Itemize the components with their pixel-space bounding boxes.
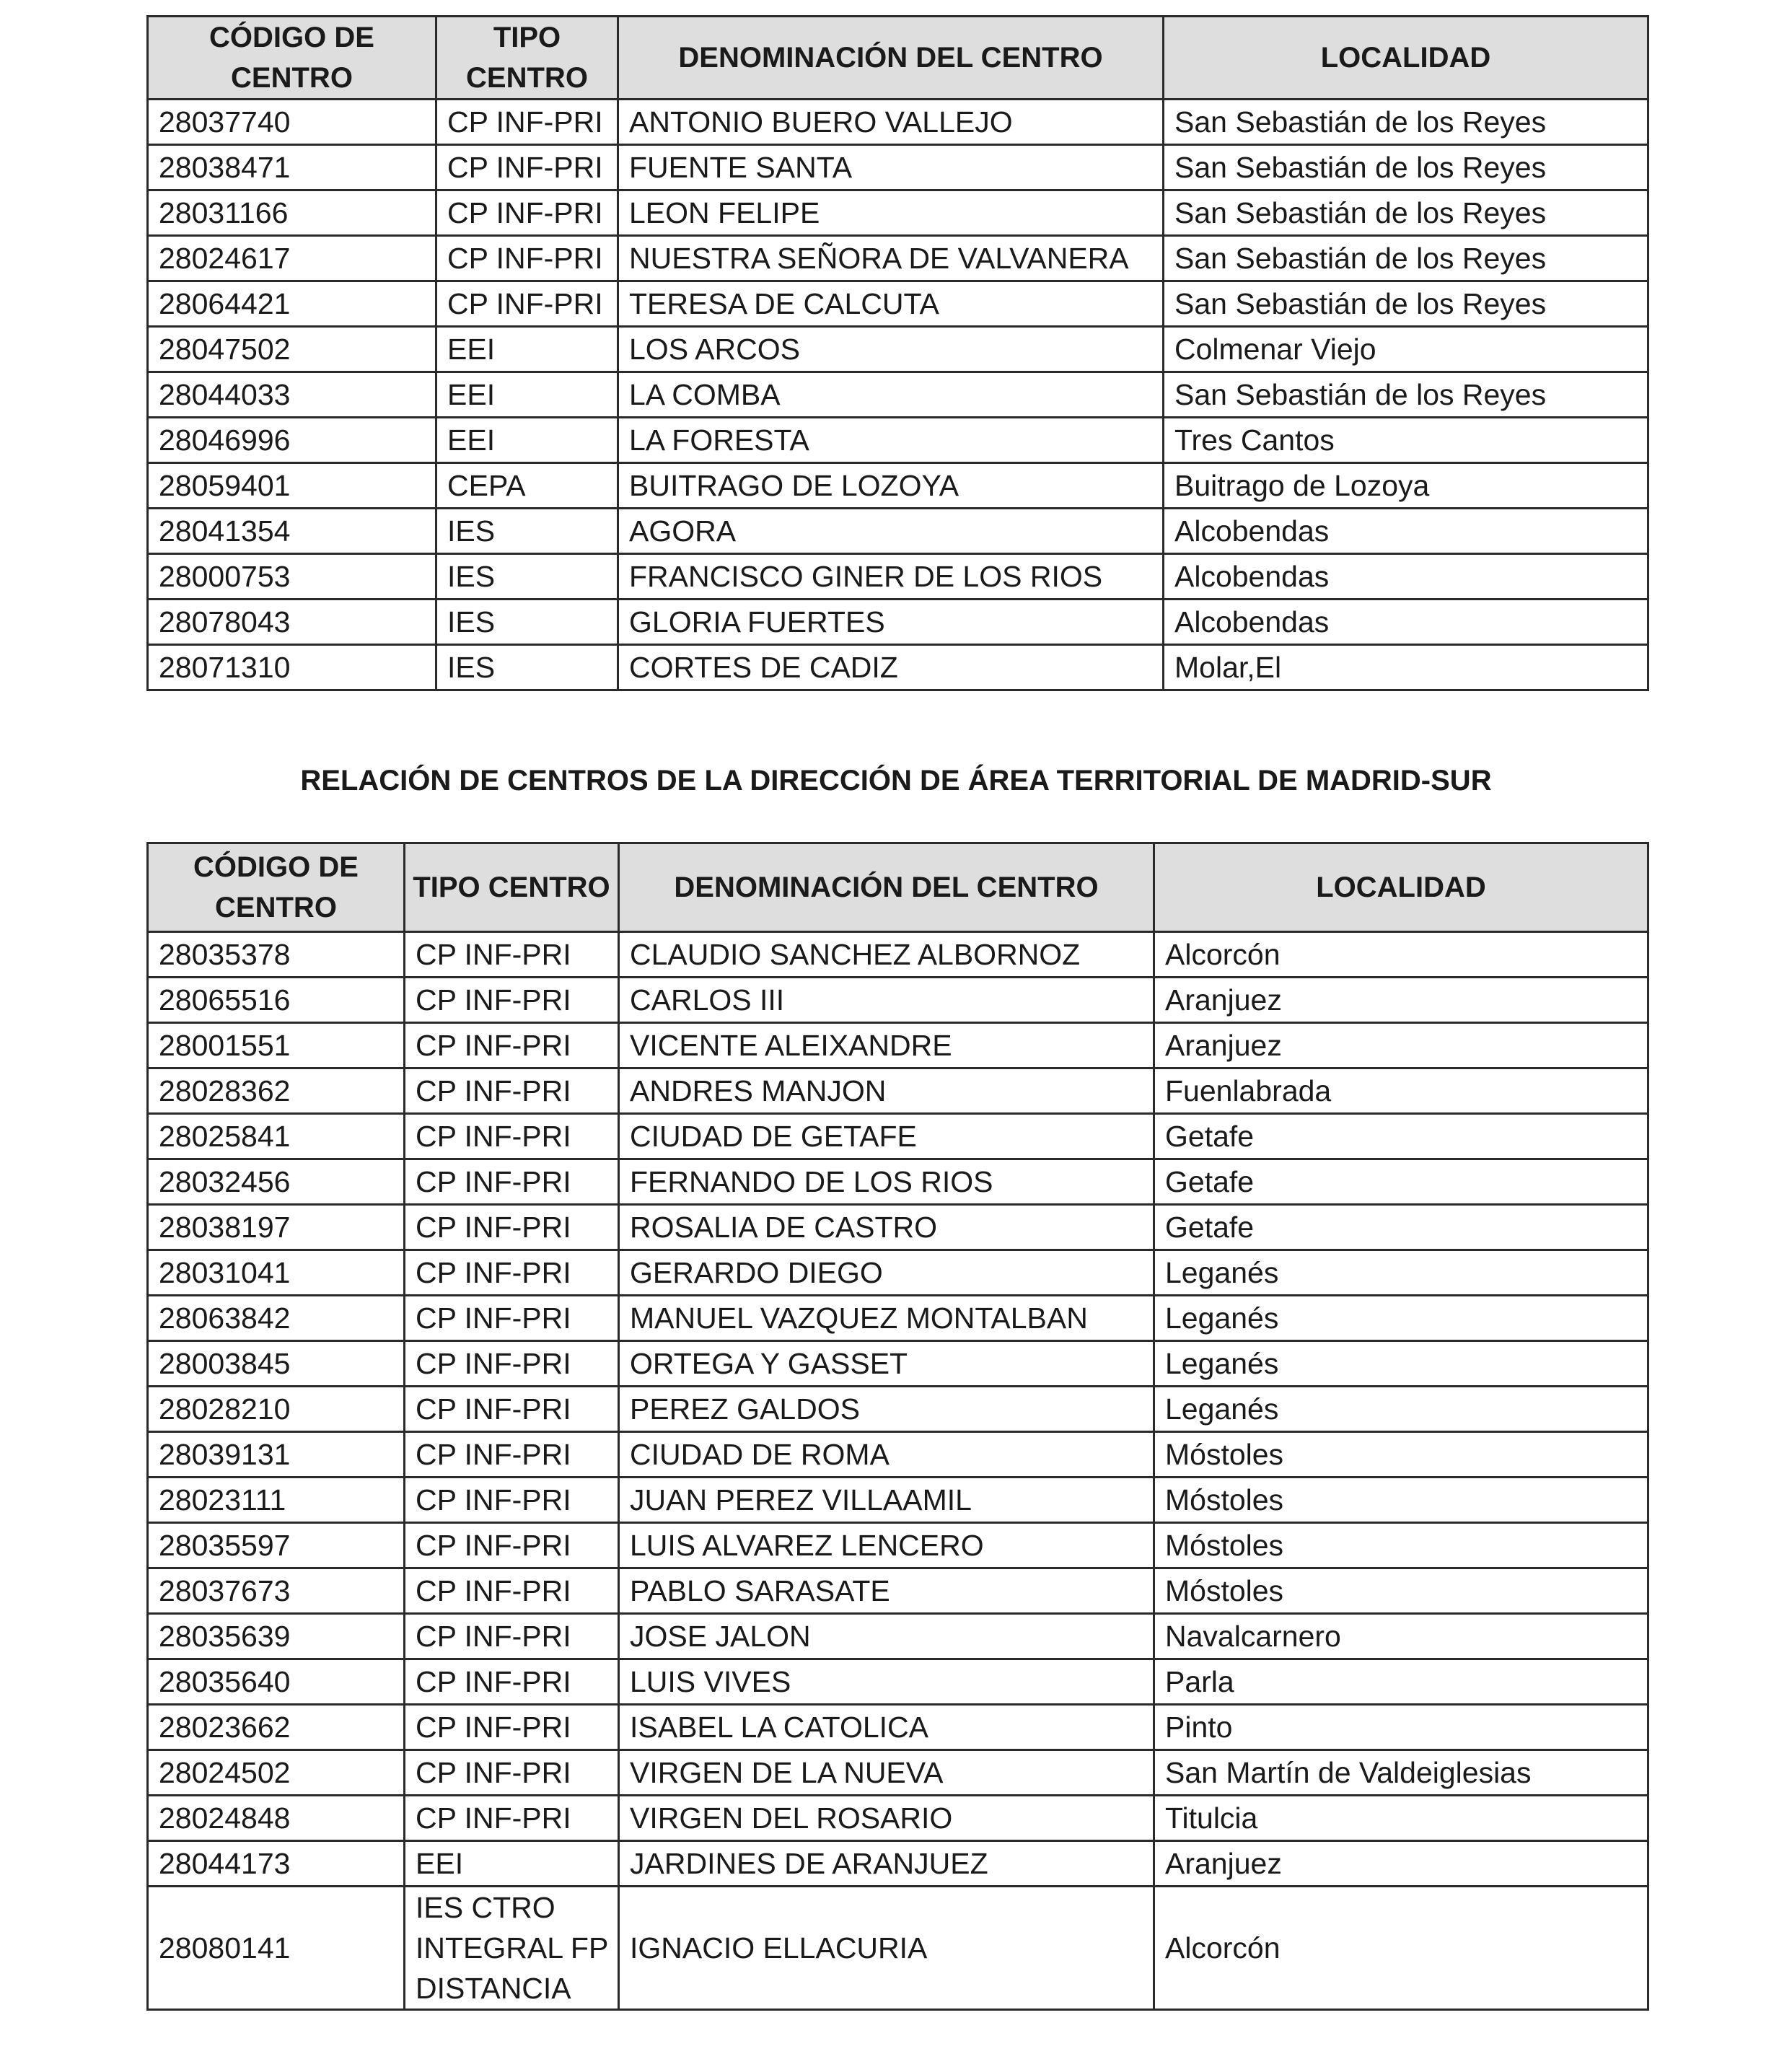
table-row <box>148 463 1648 509</box>
table-row <box>148 100 1648 145</box>
cell-denominacion: LA FORESTA <box>618 418 1164 463</box>
cell-codigo: 28023111 <box>148 1478 405 1523</box>
cell-localidad: San Sebastián de los Reyes <box>1164 281 1648 327</box>
cell-denominacion: TERESA DE CALCUTA <box>618 281 1164 327</box>
cell-tipo-line: DISTANCIA <box>416 1972 571 2005</box>
cell-tipo-line: INTEGRAL FP <box>416 1931 609 1965</box>
cell-codigo: 28065516 <box>148 978 405 1023</box>
cell-denominacion: ROSALIA DE CASTRO <box>619 1205 1154 1250</box>
cell-codigo: 28035640 <box>148 1659 405 1705</box>
cell-localidad: Alcorcón <box>1154 932 1648 978</box>
cell-tipo: IES <box>436 509 618 554</box>
cell-codigo: 28046996 <box>148 418 436 463</box>
cell-tipo: CP INF-PRI <box>436 190 618 236</box>
table-body <box>148 932 1648 1887</box>
cell-localidad: Móstoles <box>1154 1478 1648 1523</box>
cell-localidad: Alcobendas <box>1164 509 1648 554</box>
cell-localidad: Titulcia <box>1154 1796 1648 1841</box>
table-row <box>148 509 1648 554</box>
header-tipo: TIPO CENTRO <box>405 843 619 932</box>
cell-localidad: Getafe <box>1154 1205 1648 1250</box>
header-localidad: LOCALIDAD <box>1164 17 1648 100</box>
cell-tipo: CP INF-PRI <box>405 1250 619 1296</box>
cell-codigo: 28041354 <box>148 509 436 554</box>
cell-denominacion: PABLO SARASATE <box>619 1568 1154 1614</box>
cell-localidad: Aranjuez <box>1154 1841 1648 1887</box>
cell-localidad: Getafe <box>1154 1114 1648 1159</box>
table-header-row <box>148 843 1648 932</box>
table-row <box>148 1068 1648 1114</box>
cell-codigo: 28078043 <box>148 600 436 645</box>
cell-localidad: Alcorcón <box>1154 1887 1648 2010</box>
cell-denominacion: CIUDAD DE ROMA <box>619 1432 1154 1478</box>
cell-denominacion: GLORIA FUERTES <box>618 600 1164 645</box>
table-row <box>148 932 1648 978</box>
table-body <box>148 100 1648 690</box>
cell-codigo: 28063842 <box>148 1296 405 1341</box>
cell-denominacion: ISABEL LA CATOLICA <box>619 1705 1154 1750</box>
cell-codigo: 28038471 <box>148 145 436 190</box>
cell-codigo: 28024617 <box>148 236 436 281</box>
cell-tipo: CP INF-PRI <box>405 1341 619 1387</box>
cell-codigo: 28035639 <box>148 1614 405 1659</box>
cell-tipo-line: IES CTRO <box>416 1891 555 1924</box>
cell-denominacion: IGNACIO ELLACURIA <box>619 1887 1154 2010</box>
table-row <box>148 1205 1648 1250</box>
cell-localidad: San Sebastián de los Reyes <box>1164 100 1648 145</box>
cell-localidad: Parla <box>1154 1659 1648 1705</box>
cell-denominacion: CLAUDIO SANCHEZ ALBORNOZ <box>619 932 1154 978</box>
table-row <box>148 1114 1648 1159</box>
cell-localidad: Tres Cantos <box>1164 418 1648 463</box>
cell-denominacion: PEREZ GALDOS <box>619 1387 1154 1432</box>
cell-tipo: CP INF-PRI <box>405 1523 619 1568</box>
cell-codigo: 28038197 <box>148 1205 405 1250</box>
cell-codigo: 28025841 <box>148 1114 405 1159</box>
cell-tipo: CP INF-PRI <box>405 1387 619 1432</box>
cell-tipo: IES <box>436 600 618 645</box>
header-codigo: CÓDIGO DE CENTRO <box>148 17 436 100</box>
table-row <box>148 281 1648 327</box>
table-row <box>148 1341 1648 1387</box>
cell-codigo: 28032456 <box>148 1159 405 1205</box>
cell-codigo: 28024848 <box>148 1796 405 1841</box>
cell-tipo: CEPA <box>436 463 618 509</box>
table-row <box>148 1159 1648 1205</box>
cell-tipo: EEI <box>436 327 618 372</box>
cell-codigo: 28080141 <box>148 1887 405 2010</box>
cell-tipo: EEI <box>405 1841 619 1887</box>
table-header-row <box>148 17 1648 100</box>
table-row <box>148 600 1648 645</box>
cell-localidad: Fuenlabrada <box>1154 1068 1648 1114</box>
cell-tipo: IES <box>436 645 618 690</box>
cell-denominacion: FUENTE SANTA <box>618 145 1164 190</box>
table-row <box>148 645 1648 690</box>
table-row <box>148 1887 1648 2010</box>
table-row <box>148 1705 1648 1750</box>
cell-localidad: San Sebastián de los Reyes <box>1164 372 1648 418</box>
cell-localidad: Leganés <box>1154 1387 1648 1432</box>
table-row <box>148 145 1648 190</box>
cell-denominacion: JARDINES DE ARANJUEZ <box>619 1841 1154 1887</box>
cell-codigo: 28000753 <box>148 554 436 600</box>
cell-codigo: 28031041 <box>148 1250 405 1296</box>
cell-tipo: CP INF-PRI <box>405 1705 619 1750</box>
cell-denominacion: GERARDO DIEGO <box>619 1250 1154 1296</box>
cell-tipo: CP INF-PRI <box>405 1750 619 1796</box>
cell-tipo: CP INF-PRI <box>405 1296 619 1341</box>
cell-localidad: Móstoles <box>1154 1568 1648 1614</box>
cell-tipo: CP INF-PRI <box>436 145 618 190</box>
cell-tipo: CP INF-PRI <box>405 1568 619 1614</box>
cell-denominacion: NUESTRA SEÑORA DE VALVANERA <box>618 236 1164 281</box>
table-row <box>148 1023 1648 1068</box>
cell-denominacion: FRANCISCO GINER DE LOS RIOS <box>618 554 1164 600</box>
cell-denominacion: FERNANDO DE LOS RIOS <box>619 1159 1154 1205</box>
cell-codigo: 28035378 <box>148 932 405 978</box>
cell-localidad: San Sebastián de los Reyes <box>1164 145 1648 190</box>
cell-localidad: San Sebastián de los Reyes <box>1164 236 1648 281</box>
cell-denominacion: VICENTE ALEIXANDRE <box>619 1023 1154 1068</box>
cell-denominacion: JUAN PEREZ VILLAAMIL <box>619 1478 1154 1523</box>
cell-localidad: Aranjuez <box>1154 978 1648 1023</box>
cell-denominacion: CARLOS III <box>619 978 1154 1023</box>
header-codigo: CÓDIGO DE CENTRO <box>148 843 405 932</box>
cell-denominacion: ANDRES MANJON <box>619 1068 1154 1114</box>
cell-tipo: CP INF-PRI <box>405 1796 619 1841</box>
cell-denominacion: CORTES DE CADIZ <box>618 645 1164 690</box>
cell-localidad: Navalcarnero <box>1154 1614 1648 1659</box>
cell-denominacion: JOSE JALON <box>619 1614 1154 1659</box>
cell-codigo: 28023662 <box>148 1705 405 1750</box>
cell-codigo: 28059401 <box>148 463 436 509</box>
cell-denominacion: LA COMBA <box>618 372 1164 418</box>
table-row <box>148 1614 1648 1659</box>
cell-denominacion: AGORA <box>618 509 1164 554</box>
cell-localidad: Alcobendas <box>1164 554 1648 600</box>
cell-codigo: 28031166 <box>148 190 436 236</box>
cell-codigo: 28037740 <box>148 100 436 145</box>
table-row <box>148 1478 1648 1523</box>
cell-tipo: CP INF-PRI <box>405 1614 619 1659</box>
table-row <box>148 554 1648 600</box>
cell-denominacion: LUIS VIVES <box>619 1659 1154 1705</box>
cell-localidad: Buitrago de Lozoya <box>1164 463 1648 509</box>
cell-tipo: CP INF-PRI <box>405 1659 619 1705</box>
cell-tipo: CP INF-PRI <box>436 100 618 145</box>
table-row <box>148 372 1648 418</box>
cell-localidad: Pinto <box>1154 1705 1648 1750</box>
cell-codigo: 28039131 <box>148 1432 405 1478</box>
cell-localidad: Leganés <box>1154 1296 1648 1341</box>
centers-table-south <box>146 842 1649 2011</box>
table-row <box>148 1250 1648 1296</box>
cell-localidad: Móstoles <box>1154 1432 1648 1478</box>
cell-codigo: 28028362 <box>148 1068 405 1114</box>
table-row <box>148 1432 1648 1478</box>
cell-codigo: 28071310 <box>148 645 436 690</box>
table-row <box>148 190 1648 236</box>
cell-localidad: San Martín de Valdeiglesias <box>1154 1750 1648 1796</box>
cell-localidad: Molar,El <box>1164 645 1648 690</box>
cell-localidad: Leganés <box>1154 1341 1648 1387</box>
table-row <box>148 1659 1648 1705</box>
cell-tipo: CP INF-PRI <box>436 281 618 327</box>
cell-tipo: EEI <box>436 372 618 418</box>
cell-denominacion: LUIS ALVAREZ LENCERO <box>619 1523 1154 1568</box>
cell-localidad: Leganés <box>1154 1250 1648 1296</box>
cell-tipo: CP INF-PRI <box>405 1068 619 1114</box>
cell-denominacion: CIUDAD DE GETAFE <box>619 1114 1154 1159</box>
cell-codigo: 28003845 <box>148 1341 405 1387</box>
table-row <box>148 1296 1648 1341</box>
header-tipo: TIPO CENTRO <box>436 17 618 100</box>
header-localidad: LOCALIDAD <box>1154 843 1648 932</box>
table-row <box>148 418 1648 463</box>
cell-localidad: San Sebastián de los Reyes <box>1164 190 1648 236</box>
cell-denominacion: LOS ARCOS <box>618 327 1164 372</box>
cell-tipo <box>405 1887 619 2010</box>
cell-localidad: Alcobendas <box>1164 600 1648 645</box>
cell-denominacion: VIRGEN DE LA NUEVA <box>619 1750 1154 1796</box>
cell-codigo: 28024502 <box>148 1750 405 1796</box>
cell-tipo: IES <box>436 554 618 600</box>
cell-tipo: CP INF-PRI <box>405 1478 619 1523</box>
cell-tipo: CP INF-PRI <box>405 1205 619 1250</box>
cell-localidad: Getafe <box>1154 1159 1648 1205</box>
cell-codigo: 28035597 <box>148 1523 405 1568</box>
table-row <box>148 1750 1648 1796</box>
cell-tipo: EEI <box>436 418 618 463</box>
cell-tipo: CP INF-PRI <box>405 1159 619 1205</box>
table-row <box>148 1387 1648 1432</box>
cell-localidad: Aranjuez <box>1154 1023 1648 1068</box>
table-row <box>148 1523 1648 1568</box>
table-row <box>148 978 1648 1023</box>
cell-tipo: CP INF-PRI <box>405 978 619 1023</box>
header-denominacion: DENOMINACIÓN DEL CENTRO <box>619 843 1154 932</box>
cell-codigo: 28001551 <box>148 1023 405 1068</box>
cell-codigo: 28064421 <box>148 281 436 327</box>
cell-denominacion: BUITRAGO DE LOZOYA <box>618 463 1164 509</box>
centers-table-north <box>146 15 1649 691</box>
table-row <box>148 327 1648 372</box>
cell-localidad: Móstoles <box>1154 1523 1648 1568</box>
cell-tipo: CP INF-PRI <box>405 1432 619 1478</box>
table-row <box>148 1796 1648 1841</box>
cell-codigo: 28044033 <box>148 372 436 418</box>
cell-localidad: Colmenar Viejo <box>1164 327 1648 372</box>
cell-tipo: CP INF-PRI <box>405 1023 619 1068</box>
cell-codigo: 28028210 <box>148 1387 405 1432</box>
cell-denominacion: VIRGEN DEL ROSARIO <box>619 1796 1154 1841</box>
section-title: RELACIÓN DE CENTROS DE LA DIRECCIÓN DE ÁREA TERRITORIAL DE MADRID-SUR <box>300 765 1492 796</box>
cell-tipo: CP INF-PRI <box>405 1114 619 1159</box>
cell-denominacion: ORTEGA Y GASSET <box>619 1341 1154 1387</box>
cell-tipo: CP INF-PRI <box>405 932 619 978</box>
header-denominacion: DENOMINACIÓN DEL CENTRO <box>618 17 1164 100</box>
table-row <box>148 236 1648 281</box>
table-row <box>148 1841 1648 1887</box>
cell-denominacion: MANUEL VAZQUEZ MONTALBAN <box>619 1296 1154 1341</box>
cell-denominacion: ANTONIO BUERO VALLEJO <box>618 100 1164 145</box>
cell-codigo: 28047502 <box>148 327 436 372</box>
cell-tipo: CP INF-PRI <box>436 236 618 281</box>
cell-codigo: 28044173 <box>148 1841 405 1887</box>
cell-denominacion: LEON FELIPE <box>618 190 1164 236</box>
table-row <box>148 1568 1648 1614</box>
cell-codigo: 28037673 <box>148 1568 405 1614</box>
